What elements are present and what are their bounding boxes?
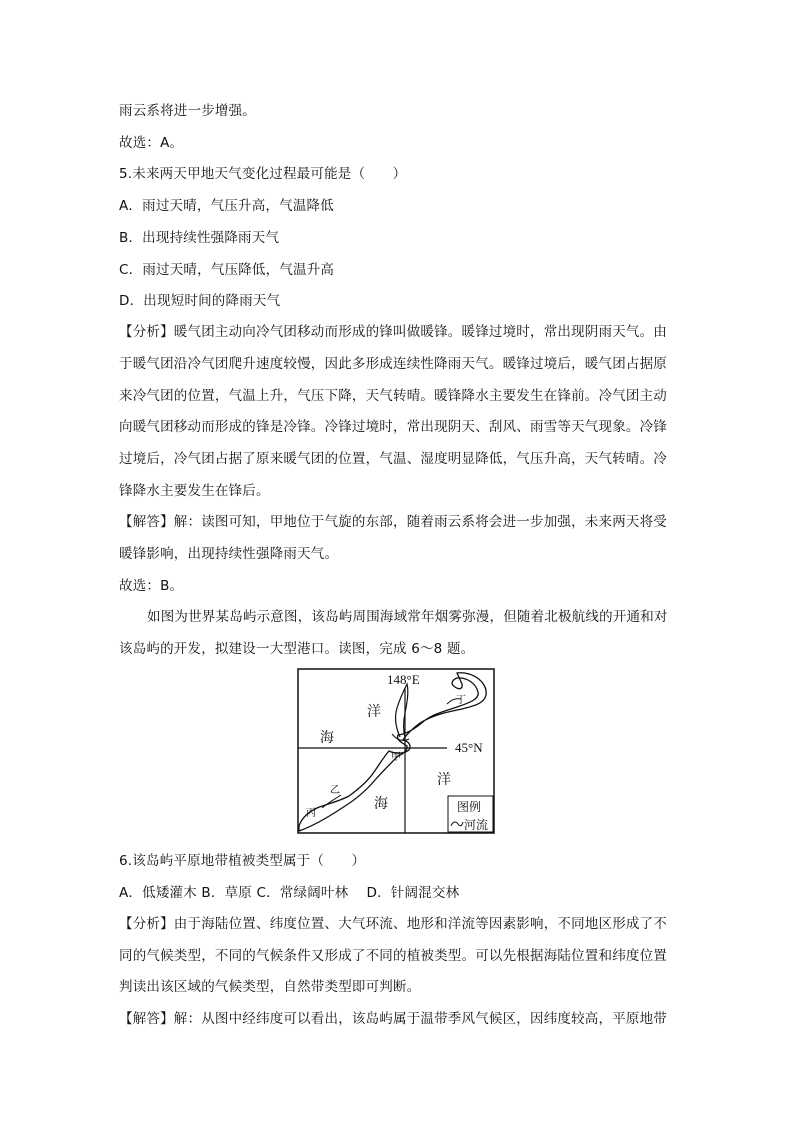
longitude-label: 148°E: [387, 672, 420, 687]
analysis-line: 判读出该区域的气候类型，自然带类型即可判断。: [119, 979, 421, 995]
option-d: D．出现短时间的降雨天气: [119, 293, 281, 309]
question-6: 6.该岛屿平原地带植被类型属于（ ）: [119, 853, 366, 869]
analysis-line: 【分析】暖气团主动向冷气团移动而形成的锋叫做暖锋。暖锋过境时，常出现阴雨天气。由: [119, 324, 667, 340]
legend-title: 图例: [457, 800, 482, 814]
latitude-label: 45°N: [455, 740, 483, 755]
analysis-line: 过境后，冷气团占据了原来暖气团的位置，气温、湿度明显降低，气压升高，天气转晴。冷: [119, 451, 667, 467]
analysis-line: 锋降水主要发生在锋后。: [119, 483, 270, 499]
sea-label: 海: [320, 730, 334, 746]
analysis-line: 向暖气团移动而形成的锋是冷锋。冷锋过境时，常出现阴天、刮风、雨雪等天气现象。冷锋: [119, 419, 667, 435]
analysis-line: 来冷气团的位置，气温上升，气压下降，天气转晴。暖锋降水主要发生在锋前。冷气团主动: [119, 388, 667, 404]
intro-paragraph: 该岛屿的开发，拟建设一大型港口。读图，完成 6～8 题。: [119, 641, 475, 657]
option-b: B．出现持续性强降雨天气: [119, 230, 280, 246]
option-c: C．雨过天晴，气压降低，气温升高: [119, 262, 335, 278]
solution-line: 【解答】解：从图中经纬度可以看出，该岛屿属于温带季风气候区，因纬度较高，平原地带: [119, 1011, 667, 1027]
solution-line: 【解答】解：读图可知，甲地位于气旋的东部，随着雨云系将会进一步加强，未来两天将受: [119, 514, 667, 530]
options-row: A．低矮灌木 B．草原 C．常绿阔叶林 D．针阔混交林: [119, 885, 460, 901]
intro-paragraph: 如图为世界某岛屿示意图，该岛屿周围海域常年烟雾弥漫，但随着北极航线的开通和对: [147, 609, 668, 625]
analysis-line: 于暖气团沿冷气团爬升速度较慢，因此多形成连续性降雨天气。暖锋过境后，暖气团占据原: [119, 356, 667, 372]
option-a: A．雨过天晴，气压升高，气温降低: [119, 198, 334, 214]
place-label-bing: 丙: [306, 808, 316, 819]
island-map-figure: [297, 668, 495, 834]
legend-river-label: 河流: [464, 818, 489, 832]
place-label-ding: 丁: [456, 695, 466, 706]
ocean-label: 洋: [437, 772, 451, 788]
answer-line: 故选：A。: [119, 135, 184, 151]
text-line: 雨云系将进一步增强。: [119, 103, 256, 119]
place-label-yi: 乙: [330, 785, 340, 796]
place-label-jia: 甲: [391, 752, 401, 763]
sea-label: 海: [374, 796, 388, 812]
solution-line: 暖锋影响，出现持续性强降雨天气。: [119, 546, 339, 562]
ocean-label: 洋: [367, 704, 381, 720]
question-5: 5.未来两天甲地天气变化过程最可能是（ ）: [119, 166, 407, 182]
answer-line: 故选：B。: [119, 578, 184, 594]
analysis-line: 同的气候类型，不同的气候条件又形成了不同的植被类型。可以先根据海陆位置和纬度位置: [119, 948, 667, 964]
analysis-line: 【分析】由于海陆位置、纬度位置、大气环流、地形和洋流等因素影响，不同地区形成了不: [119, 916, 667, 932]
